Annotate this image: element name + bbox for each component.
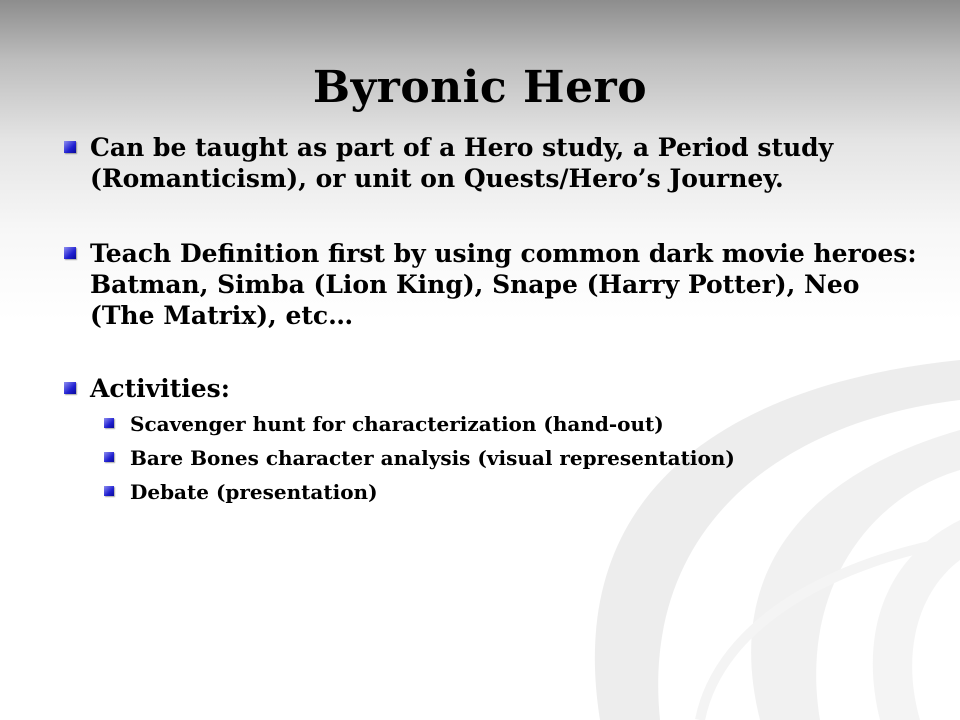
square-bullet-icon — [64, 382, 76, 394]
sub-bullet-text: Scavenger hunt for characterization (hand-out) — [130, 412, 664, 436]
bullet-text: Can be taught as part of a Hero study, a Period study (Romanticism), or unit on Quests/Hero’s Journey. — [90, 133, 834, 193]
square-bullet-icon — [104, 418, 114, 428]
sub-bullet-item — [62, 444, 922, 472]
slide-title: Byronic Hero — [312, 62, 648, 113]
sub-bullet-text: Bare Bones character analysis (visual representation) — [130, 446, 735, 470]
square-bullet-icon — [104, 452, 114, 462]
square-bullet-icon — [64, 247, 76, 259]
bullet-item — [62, 373, 922, 404]
bullet-text: Activities: — [90, 374, 230, 403]
bullet-item — [62, 132, 922, 194]
sub-bullet-text: Debate (presentation) — [130, 480, 378, 504]
bullet-list — [62, 132, 922, 506]
bullet-item — [62, 238, 922, 331]
square-bullet-icon — [104, 486, 114, 496]
bullet-text: Teach Definition first by using common dark movie heroes: Batman, Simba (Lion King), Snape (Harry Potter), Neo (The Matrix), etc… — [90, 239, 917, 330]
sub-bullet-item — [62, 410, 922, 438]
sub-bullet-item — [62, 478, 922, 506]
square-bullet-icon — [64, 141, 76, 153]
